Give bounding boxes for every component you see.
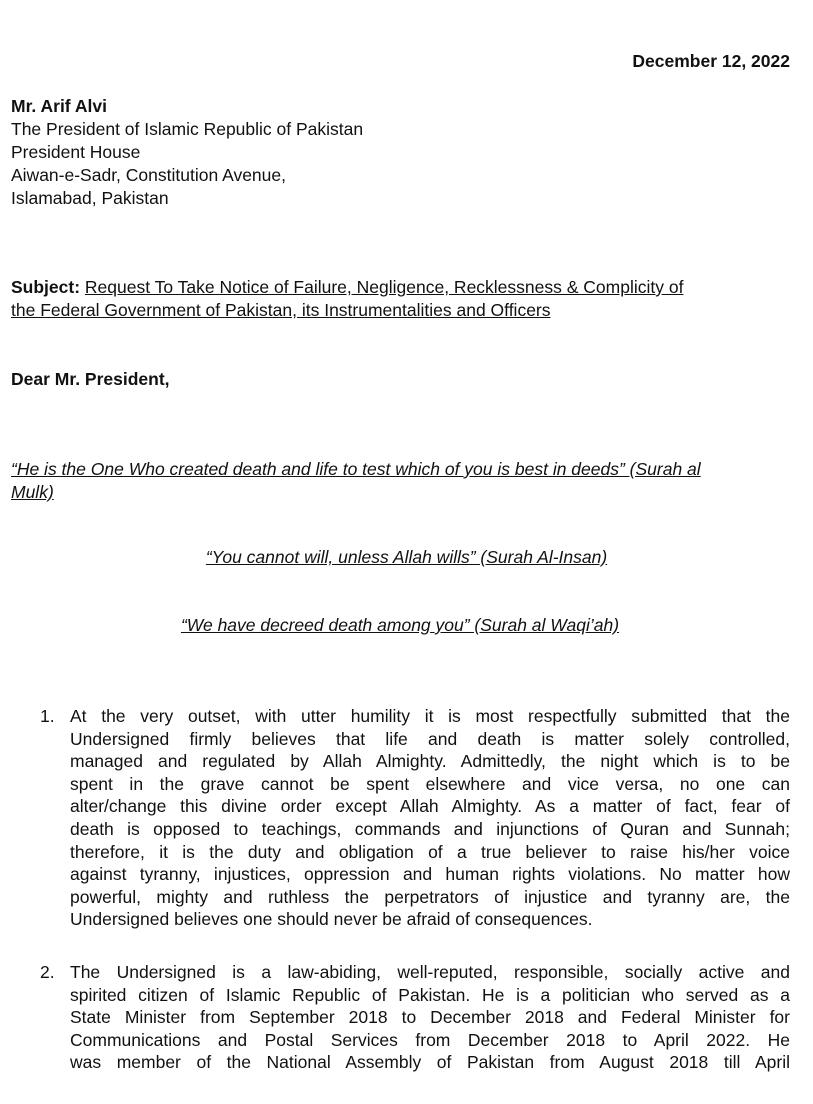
addressee-line: President House — [11, 142, 141, 162]
quote-surah-al-waqiah: “We have decreed death among you” (Surah al Waqi’ah) — [180, 615, 620, 635]
paragraph-number: 1. — [40, 706, 55, 726]
paragraph-body — [70, 961, 790, 1074]
quote-surah-al-insan: “You cannot will, unless Allah wills” (Surah Al-Insan) — [205, 547, 608, 567]
quote-surah-al-insan-wrapper — [0, 546, 813, 569]
addressee-line: The President of Islamic Republic of Pakistan — [11, 119, 364, 139]
quote-line: Mulk) — [11, 482, 54, 502]
addressee-name: Mr. Arif Alvi — [11, 96, 107, 116]
addressee-line: Aiwan-e-Sadr, Constitution Avenue, — [11, 165, 286, 185]
paragraph-line: therefore, it is the duty and obligation of a true believer to raise his/her voice — [70, 841, 790, 862]
subject-block — [11, 276, 798, 322]
paragraph-line: Undersigned believes one should never be afraid of consequences. — [70, 909, 593, 930]
paragraph-number: 2. — [40, 962, 55, 982]
paragraph-line: death is opposed to teachings, commands and injunctions of Quran and Sunnah; — [70, 818, 790, 839]
paragraph-line: Communications and Postal Services from December 2018 to April 2022. He — [70, 1029, 790, 1050]
paragraph-body — [70, 705, 790, 931]
paragraph-line: At the very outset, with utter humility it is most respectfully submitted that the — [70, 706, 790, 726]
quote-line: “He is the One Who created death and life to test which of you is best in deeds” (Surah al — [11, 459, 701, 479]
quote-surah-al-mulk — [11, 458, 796, 504]
subject-text-line2: the Federal Government of Pakistan, its Instrumentalities and Officers — [11, 300, 551, 320]
addressee-block — [11, 95, 363, 210]
subject-label: Subject: — [11, 277, 81, 297]
paragraph-line: was member of the National Assembly of Pakistan from August 2018 till April — [70, 1052, 790, 1073]
quote-surah-al-waqiah-wrapper — [0, 614, 800, 637]
addressee-line: Islamabad, Pakistan — [11, 188, 169, 208]
paragraph-line: spirited citizen of Islamic Republic of Pakistan. He is a politician who served as a — [70, 984, 790, 1005]
paragraph-line: against tyranny, injustices, oppression and human rights violations. No matter how — [70, 864, 790, 885]
letter-date: December 12, 2022 — [632, 51, 790, 71]
paragraph-line: managed and regulated by Allah Almighty. Admittedly, the night which is to be — [70, 751, 790, 772]
subject-text-line1: Request To Take Notice of Failure, Negligence, Recklessness & Complicity of — [84, 277, 684, 297]
paragraph-line: The Undersigned is a law-abiding, well-reputed, responsible, socially active and — [70, 962, 790, 982]
salutation: Dear Mr. President, — [11, 369, 170, 389]
paragraph-line: State Minister from September 2018 to December 2018 and Federal Minister for — [70, 1007, 790, 1028]
paragraph-line: powerful, mighty and ruthless the perpetrators of injustice and tyranny are, the — [70, 886, 790, 907]
paragraph-line: Undersigned firmly believes that life and death is matter solely controlled, — [70, 728, 790, 749]
paragraph-line: alter/change this divine order except Allah Almighty. As a matter of fact, fear of — [70, 796, 790, 817]
paragraph-line: spent in the grave cannot be spent elsewhere and vice versa, no one can — [70, 773, 790, 794]
